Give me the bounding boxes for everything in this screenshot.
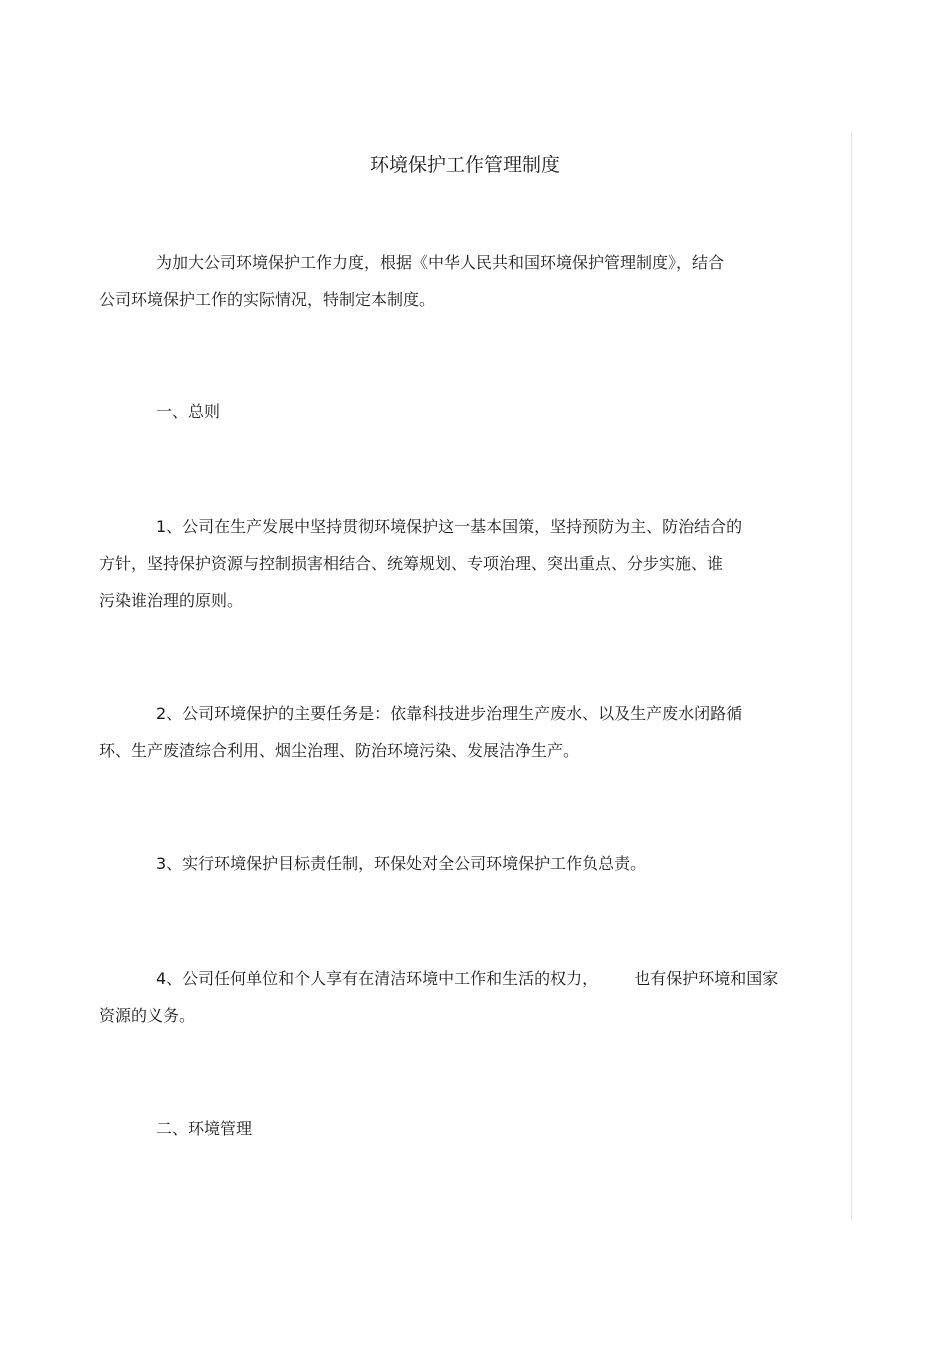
clause-2-line-1: 2、公司环境保护的主要任务是：依靠科技进步治理生产废水、以及生产废水闭路循 [156, 704, 743, 723]
clause-2-paragraph [99, 695, 742, 769]
clause-1-line-1: 1、公司在生产发展中坚持贯彻环境保护这一基本国策，坚持预防为主、防治结合的 [156, 517, 743, 536]
intro-line-1: 为加大公司环境保护工作力度，根据《中华人民共和国环境保护管理制度》，结合 [156, 253, 725, 272]
document-title: 环境保护工作管理制度 [369, 154, 560, 176]
clause-3-line-1: 3、实行环境保护目标责任制，环保处对全公司环境保护工作负总责。 [156, 854, 647, 873]
section-heading-environment-management: 二、环境管理 [156, 1119, 253, 1138]
clause-2-line-2: 环、生产废渣综合利用、烟尘治理、防治环境污染、发展洁净生产。 [99, 741, 580, 760]
clause-1-line-2: 方针，坚持保护资源与控制损害相结合、统筹规划、专项治理、突出重点、分步实施、谁 [99, 554, 724, 573]
clause-4-line-1-part-b: 也有保护环境和国家 [634, 969, 779, 988]
clause-4-line-2: 资源的义务。 [99, 1006, 196, 1025]
clause-3-paragraph [99, 845, 646, 882]
clause-1-line-3: 污染谁治理的原则。 [99, 591, 244, 610]
page-edge-line [851, 132, 852, 1220]
section-heading-general: 一、总则 [156, 402, 221, 421]
intro-paragraph [99, 244, 724, 318]
intro-line-2: 公司环境保护工作的实际情况，特制定本制度。 [99, 290, 436, 309]
clause-4-paragraph [99, 960, 778, 1034]
clause-4-line-1-part-a: 4、公司任何单位和个人享有在清洁环境中工作和生活的权力， [156, 969, 599, 988]
clause-4-line-1 [99, 960, 778, 997]
clause-1-paragraph [99, 508, 742, 619]
